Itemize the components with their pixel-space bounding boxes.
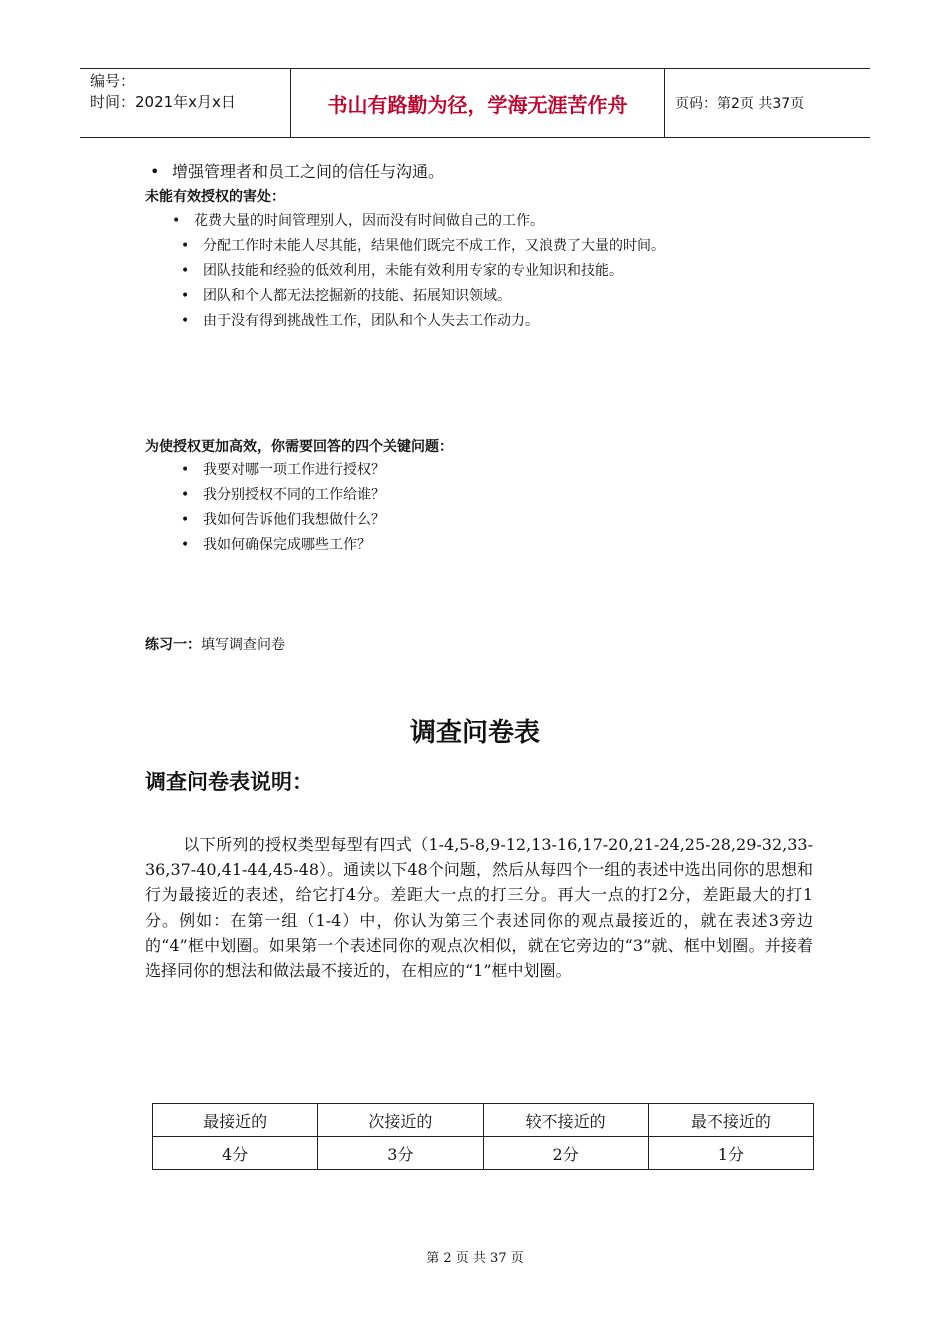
bullet-icon: • xyxy=(181,313,190,329)
section1-title: 未能有效授权的害处： xyxy=(145,189,285,205)
list-item: • 分配工作时未能人尽其能，结果他们既完不成工作，又浪费了大量的时间。 xyxy=(181,238,665,254)
list-item: • 团队技能和经验的低效利用，未能有效利用专家的专业知识和技能。 xyxy=(181,263,623,279)
number-label: 编号： xyxy=(90,72,136,90)
bullet-icon: • xyxy=(172,213,181,229)
exercise-line xyxy=(145,634,285,654)
bullet-icon: • xyxy=(181,238,190,254)
table-header-cell: 最接近的 xyxy=(153,1104,318,1137)
survey-instructions: 以下所列的授权类型每型有四式（1-4,5-8,9-12,13-16,17-20,21-24,25-28,29-32,33-36,37-40,41-44,45-48）。通读以下48个问题，然后从每四个一组的表述中选出同你的思想和行为最接近的表述，给它打4分。差距大一点的打三分。再大一点的打2分，差距最大的打1分。例如：在第一组（1-4）中，你认为第三个表述同你的观点最接近的，就在表述3旁边的“4”框中划圈。如果第一个表述同你的观点次相似，就在它旁边的“3”就、框中划圈。并接着选择同你的想法和做法最不接近的，在相应的“1”框中划圈。 xyxy=(145,835,813,981)
header-slogan: 书山有路勤为径，学海无涯苦作舟 xyxy=(291,69,665,137)
bullet-icon: • xyxy=(181,288,190,304)
bullet-icon: • xyxy=(181,537,190,553)
table-header-cell: 最不接近的 xyxy=(648,1104,813,1137)
bullet-icon: • xyxy=(181,462,190,478)
survey-title: 调查问卷表 xyxy=(409,718,540,748)
exercise-text: 填写调查问卷 xyxy=(201,637,285,653)
survey-subtitle: 调查问卷表说明： xyxy=(145,770,313,794)
table-cell: 3分 xyxy=(318,1137,483,1170)
table-row xyxy=(153,1104,814,1137)
page-footer: 第 2 页 共 37 页 xyxy=(426,1251,524,1266)
table-cell: 4分 xyxy=(153,1137,318,1170)
table-cell: 1分 xyxy=(648,1137,813,1170)
bullet-icon: • xyxy=(181,487,190,503)
score-table xyxy=(152,1103,814,1170)
header-left-cell xyxy=(80,69,291,137)
list-item: • 我如何确保完成哪些工作？ xyxy=(181,537,371,553)
exercise-label: 练习一： xyxy=(145,637,201,653)
time-label: 时间：2021年x月x日 xyxy=(90,93,236,111)
list-item: • 我要对哪一项工作进行授权？ xyxy=(181,462,385,478)
list-item: • 花费大量的时间管理别人，因而没有时间做自己的工作。 xyxy=(172,213,544,229)
list-item: • 我分别授权不同的工作给谁？ xyxy=(181,487,385,503)
table-cell: 2分 xyxy=(483,1137,648,1170)
bullet-icon: • xyxy=(181,263,190,279)
bullet-icon: • xyxy=(150,162,160,181)
table-header-cell: 较不接近的 xyxy=(483,1104,648,1137)
list-item: • 由于没有得到挑战性工作，团队和个人失去工作动力。 xyxy=(181,313,539,329)
top-bullet xyxy=(150,162,444,182)
header-page-info: 页码：第2页 共37页 xyxy=(675,96,805,112)
list-item: • 团队和个人都无法挖掘新的技能、拓展知识领域。 xyxy=(181,288,511,304)
bullet-icon: • xyxy=(181,512,190,528)
top-bullet-text: 增强管理者和员工之间的信任与沟通。 xyxy=(172,162,445,181)
list-item: • 我如何告诉他们我想做什么？ xyxy=(181,512,385,528)
page-header xyxy=(80,68,870,138)
table-header-cell: 次接近的 xyxy=(318,1104,483,1137)
section2-title: 为使授权更加高效，你需要回答的四个关键问题： xyxy=(145,439,453,455)
table-row xyxy=(153,1137,814,1170)
